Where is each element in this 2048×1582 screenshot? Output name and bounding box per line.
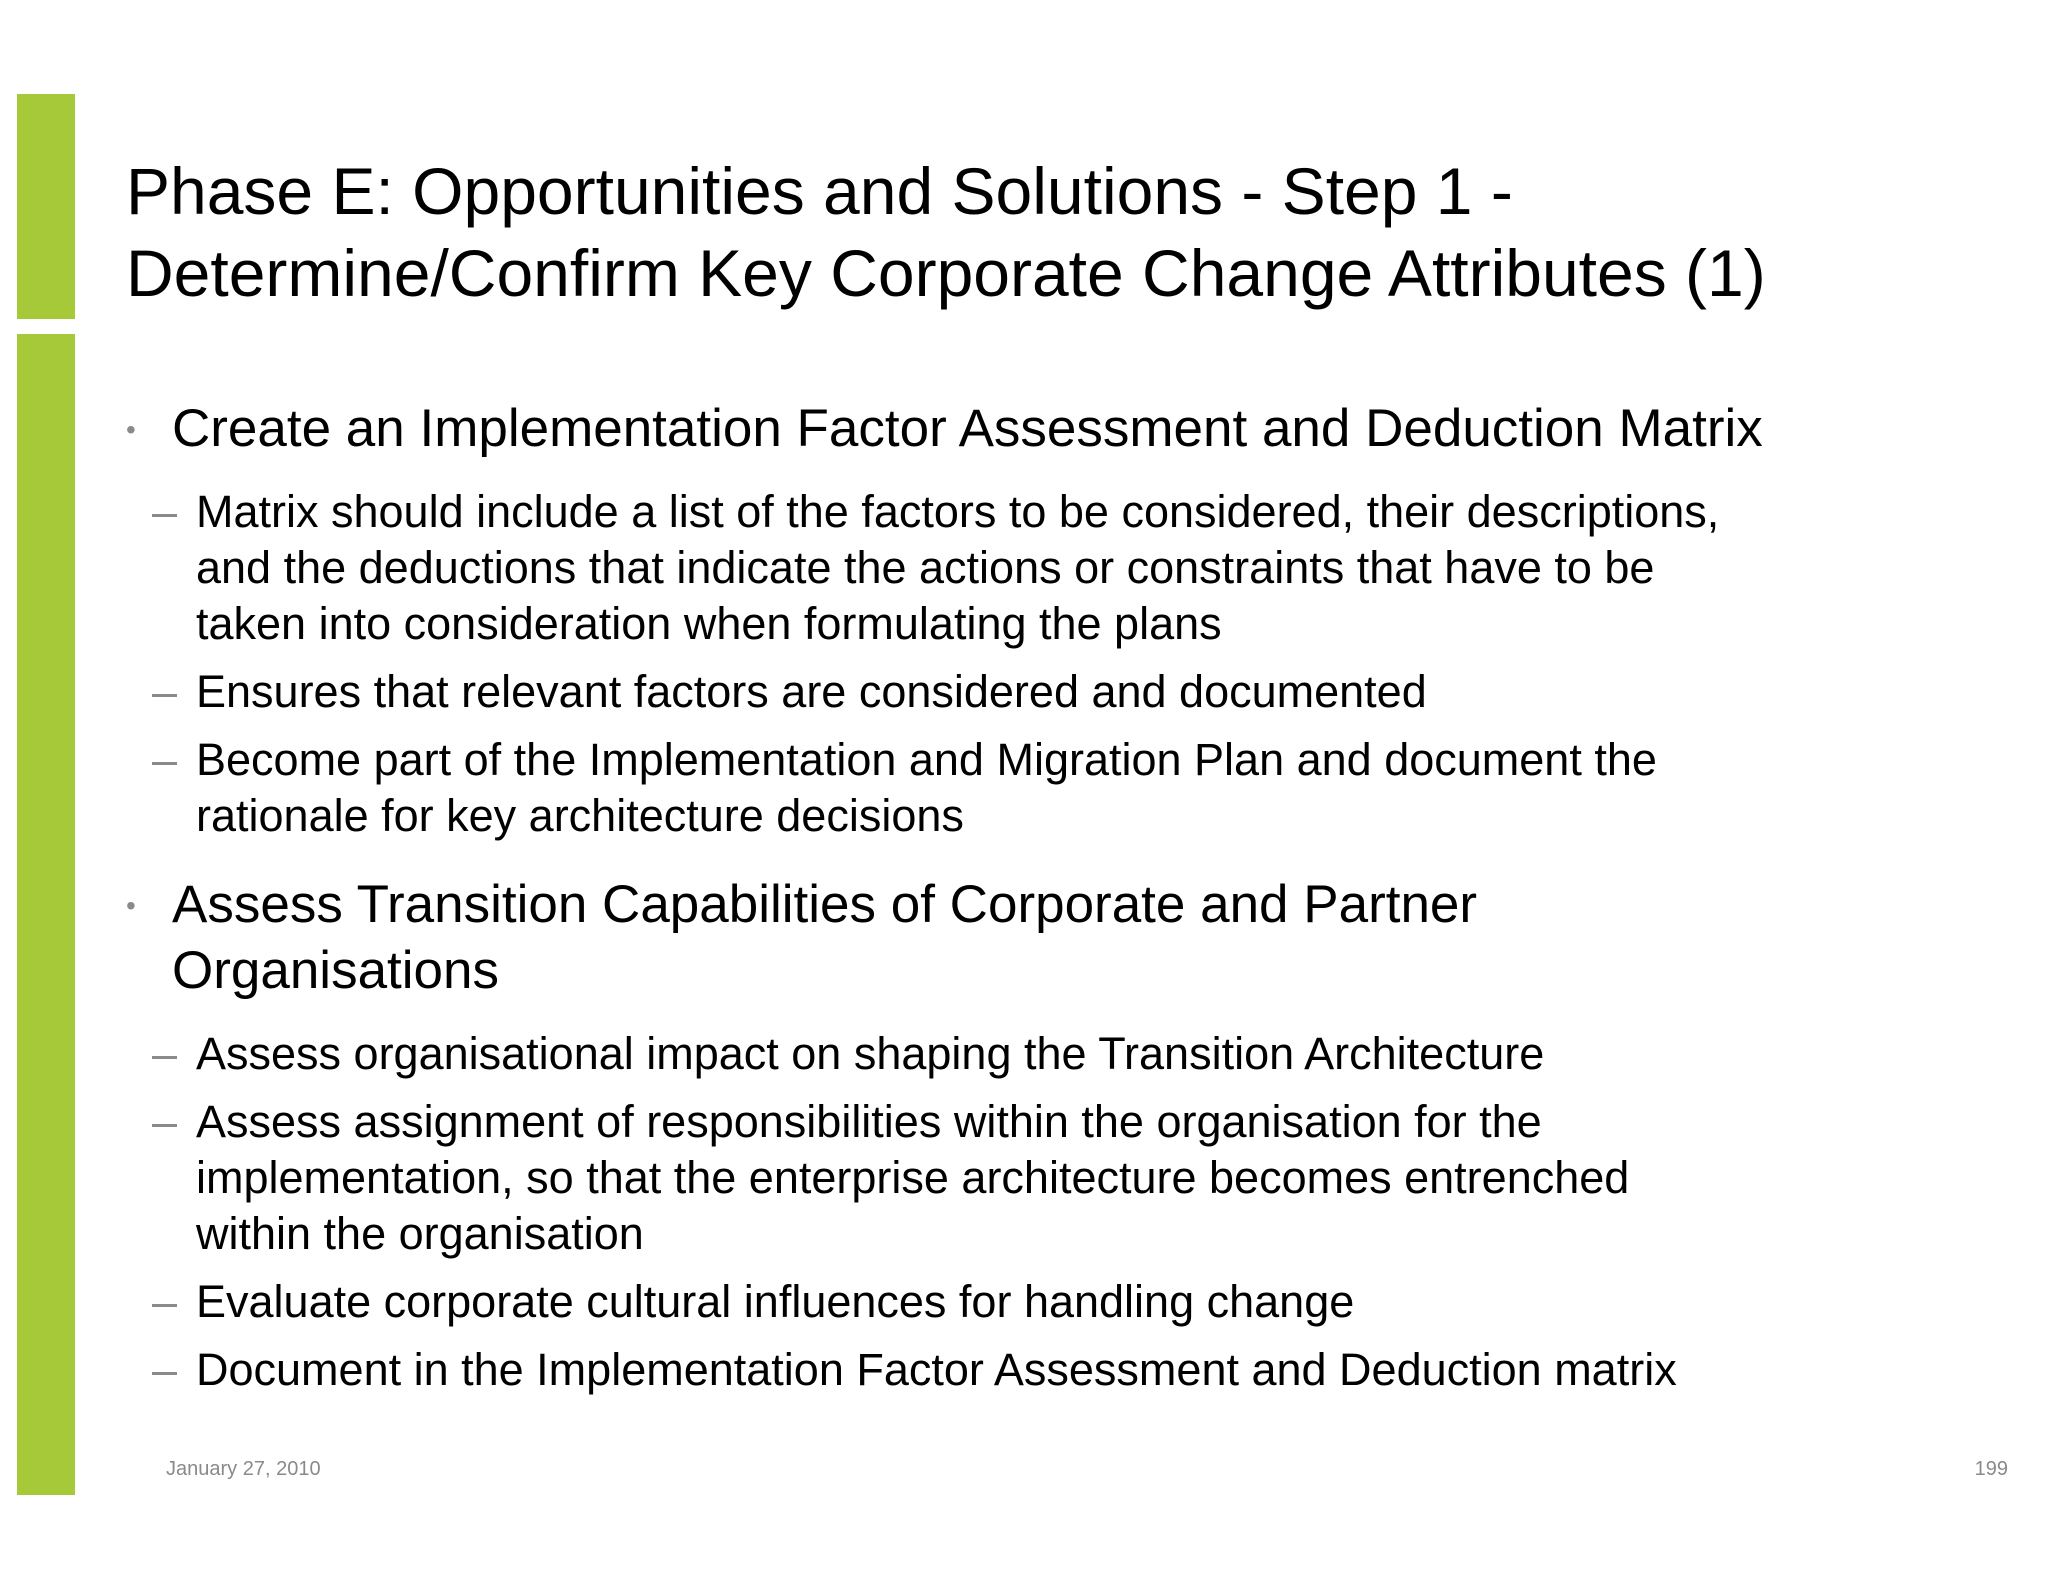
sub-item (152, 1342, 1926, 1398)
sub-list (80, 484, 1926, 844)
slide-title (126, 150, 1926, 314)
bullet-item (126, 396, 1926, 462)
dash-icon: – (152, 486, 178, 537)
sub-item-line: Assess organisational impact on shaping the Transition Architecture (196, 1028, 1545, 1079)
sub-item (152, 732, 1926, 844)
sub-item (152, 484, 1926, 652)
accent-bar-top (17, 94, 75, 319)
sub-item-line: Matrix should include a list of the factors to be considered, their descriptions, (196, 486, 1720, 537)
sub-item-line: within the organisation (196, 1208, 644, 1259)
sub-item-line: Assess assignment of responsibilities within the organisation for the (196, 1096, 1542, 1147)
sub-item (152, 1026, 1926, 1082)
sub-item-line: and the deductions that indicate the actions or constraints that have to be (196, 542, 1655, 593)
sub-item-line: implementation, so that the enterprise architecture becomes entrenched (196, 1152, 1630, 1203)
slide-title-line: Phase E: Opportunities and Solutions - Step 1 - (126, 154, 1513, 228)
sub-item-line: rationale for key architecture decisions (196, 790, 964, 841)
accent-bar-bottom (17, 334, 75, 1495)
dash-icon: – (152, 1028, 178, 1079)
sub-item-line: Become part of the Implementation and Migration Plan and document the (196, 734, 1657, 785)
sub-item-line: Document in the Implementation Factor Assessment and Deduction matrix (196, 1344, 1677, 1395)
sub-item-line: taken into consideration when formulating the plans (196, 598, 1222, 649)
bullet-text-line: Assess Transition Capabilities of Corporate and Partner (172, 875, 1478, 934)
slide-title-line: Determine/Confirm Key Corporate Change Attributes (1) (126, 236, 1766, 310)
sub-item-line: Ensures that relevant factors are considered and documented (196, 666, 1427, 717)
dash-icon: – (152, 734, 178, 785)
bullet-dot-icon: • (126, 890, 136, 921)
slide-content (126, 396, 1926, 1398)
sub-item (152, 1274, 1926, 1330)
footer-date: January 27, 2010 (166, 1458, 321, 1480)
sub-item-line: Evaluate corporate cultural influences for handling change (196, 1276, 1355, 1327)
bullet-dot-icon: • (126, 414, 136, 445)
page-number: 199 (1974, 1458, 2008, 1480)
dash-icon: – (152, 1096, 178, 1147)
sub-item (152, 1094, 1926, 1262)
dash-icon: – (152, 1344, 178, 1395)
bullet-text: Create an Implementation Factor Assessment and Deduction Matrix (172, 399, 1763, 458)
bullet-text-line: Organisations (172, 941, 500, 1000)
sub-item (152, 664, 1926, 720)
bullet-item (126, 872, 1926, 1004)
sub-list (80, 1026, 1926, 1398)
dash-icon: – (152, 1276, 178, 1327)
dash-icon: – (152, 666, 178, 717)
